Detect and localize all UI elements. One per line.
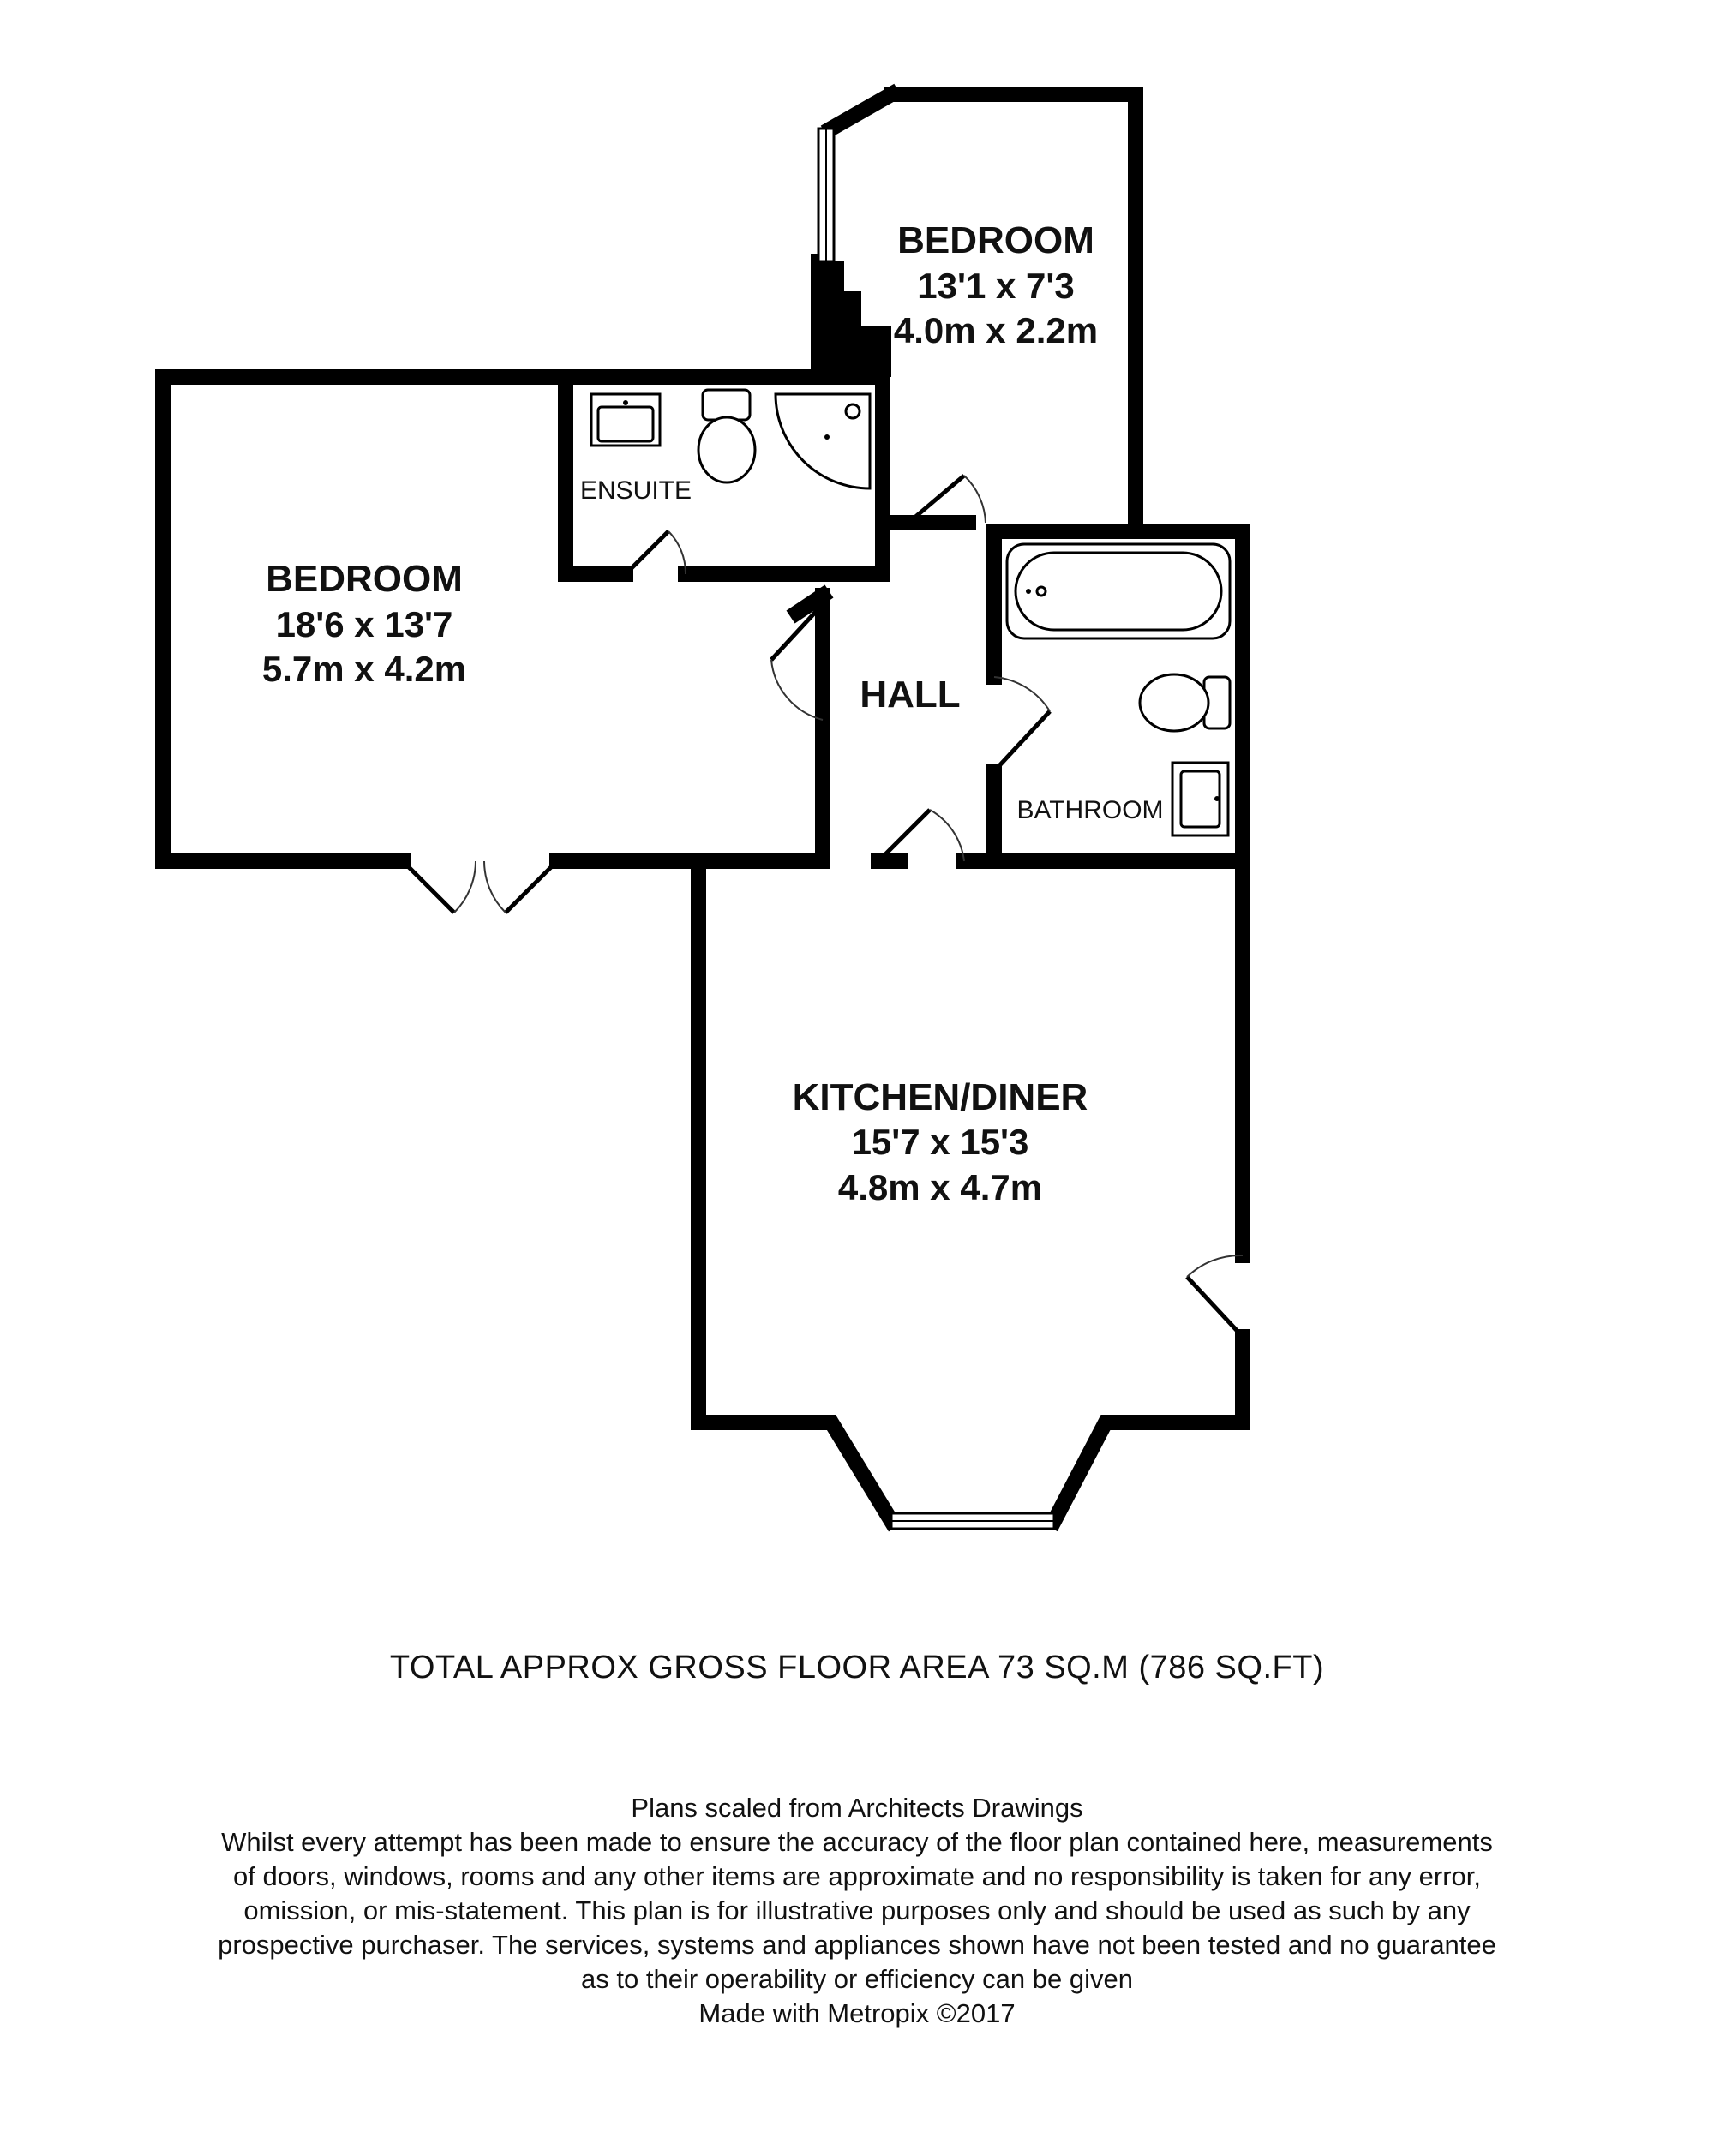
ensuite-toilet-icon [698, 390, 755, 482]
svg-text:KITCHEN/DINER: KITCHEN/DINER [792, 1076, 1088, 1118]
scaled-note: Plans scaled from Architects Drawings [631, 1793, 1083, 1823]
chimney-block [818, 261, 891, 377]
disclaimer-line: prospective purchaser. The services, systems and appliances shown have not been tested and no guarantee [218, 1930, 1496, 1960]
label-bedroom-top [894, 219, 1098, 350]
label-ensuite: ENSUITE [579, 476, 692, 505]
svg-text:BEDROOM: BEDROOM [897, 219, 1094, 261]
bathroom-basin-icon [1172, 763, 1228, 835]
door-ensuite [626, 531, 686, 574]
door-kitchen-side [1187, 1255, 1243, 1337]
door-bathroom [994, 677, 1050, 771]
ensuite-shower-icon [776, 394, 870, 488]
disclaimer-line: as to their operability or efficiency can be given [581, 1964, 1133, 1994]
svg-text:18'6 x 13'7: 18'6 x 13'7 [275, 604, 453, 644]
label-kitchen [793, 1076, 1088, 1207]
disclaimer-line: Whilst every attempt has been made to ensure the accuracy of the floor plan contained here, measurements [221, 1827, 1493, 1857]
disclaimer-line: omission, or mis-statement. This plan is for illustrative purposes only and should be used as such by any [243, 1895, 1471, 1925]
walls-bedroom-main [163, 377, 883, 861]
svg-text:4.0m x 2.2m: 4.0m x 2.2m [893, 310, 1099, 350]
svg-text:4.8m x 4.7m: 4.8m x 4.7m [837, 1167, 1043, 1207]
made-with-credit: Made with Metropix ©2017 [698, 1998, 1016, 2028]
label-bathroom: BATHROOM [1016, 796, 1164, 824]
window-bedroom-top [818, 129, 834, 261]
svg-text:5.7m x 4.2m: 5.7m x 4.2m [261, 649, 467, 689]
label-hall: HALL [860, 674, 961, 716]
ensuite-basin-icon [591, 394, 660, 446]
disclaimer [86, 1791, 1628, 2031]
svg-text:13'1 x 7'3: 13'1 x 7'3 [917, 266, 1075, 306]
disclaimer-line: of doors, windows, rooms and any other items are approximate and no responsibility is taken for any error, [232, 1861, 1481, 1891]
total-floor-area: TOTAL APPROX GROSS FLOOR AREA 73 SQ.M (786 SQ.FT) [389, 1650, 1325, 1686]
window-kitchen-bay [891, 1513, 1054, 1529]
label-bedroom-main [262, 558, 466, 689]
bathtub-icon [1007, 544, 1230, 638]
bathroom-toilet-icon [1140, 674, 1230, 731]
door-double-bedroom [403, 861, 557, 913]
svg-text:15'7 x 15'3: 15'7 x 15'3 [851, 1122, 1029, 1162]
svg-text:BEDROOM: BEDROOM [266, 558, 463, 600]
